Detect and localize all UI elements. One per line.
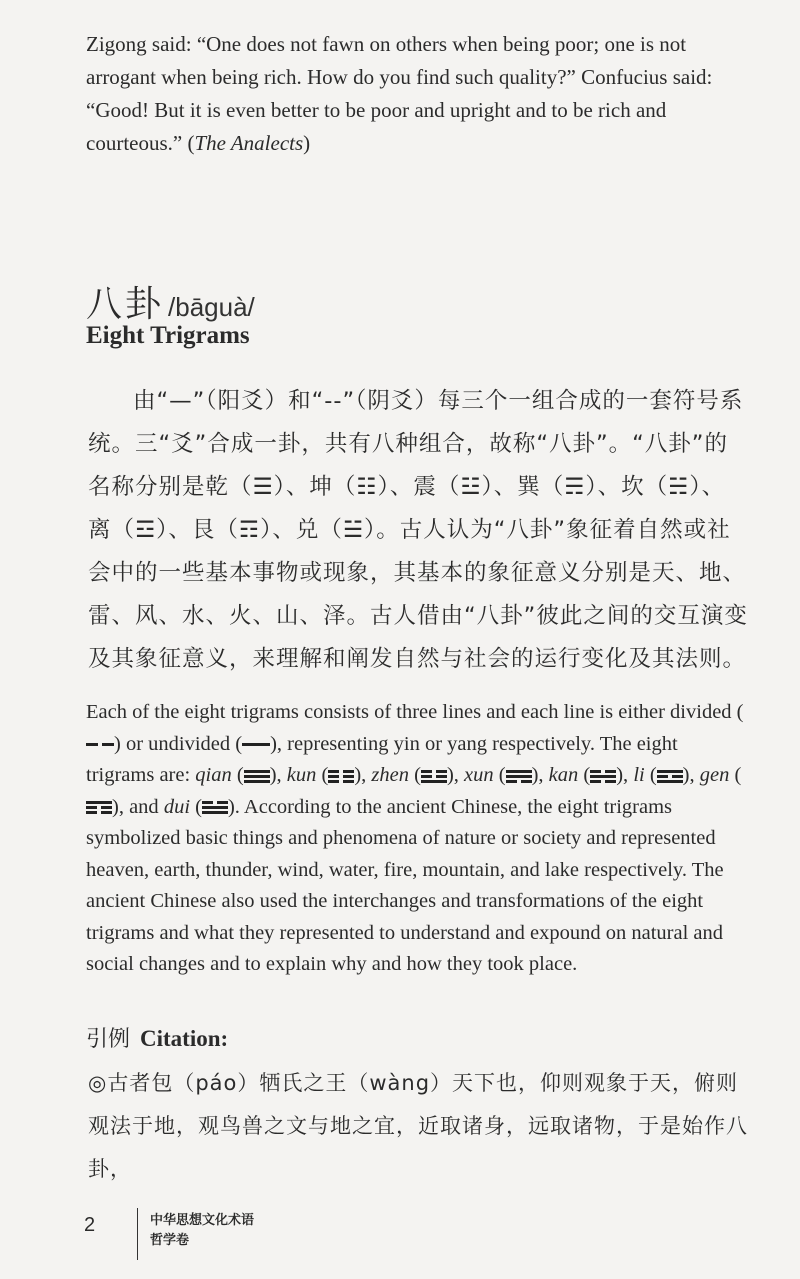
trigram-icon [590, 768, 616, 785]
term-pinyin: /bāguà/ [168, 292, 255, 322]
term-hanzi: 八卦 [86, 284, 165, 324]
en-def-text-3: ), representing yin or yang respectively. The eight trigrams are: [86, 732, 678, 786]
trigram-name: zhen [371, 764, 409, 786]
intro-quote-text: Zigong said: “One does not fawn on others when being poor; one is not arrogant when being rich. How do you find such quality?” Confucius said: “Good! But it is even better to be poor and upright and to be rich and courteous.” [86, 32, 713, 155]
footer-divider [137, 1208, 138, 1260]
trigram-icon [421, 768, 447, 785]
citation-label-en: Citation: [140, 1026, 229, 1051]
intro-source: The Analects [194, 131, 304, 155]
en-definition [86, 697, 748, 981]
trigram-icon [86, 799, 112, 816]
series-title-line2: 哲学卷 [150, 1233, 190, 1248]
citation-label-zh: 引例 [86, 1027, 131, 1052]
yin-line-icon [86, 741, 114, 748]
page-number: 2 [84, 1214, 96, 1236]
trigram-icon [244, 768, 270, 785]
intro-quote: Zigong said: “One does not fawn on others when being poor; one is not arrogant when being rich. How do you find such quality?” Confucius said: “Good! But it is even better to be poor and upright and to be rich and courteous.” (The Analects) [86, 32, 713, 155]
zh-definition: 由“—”（阳爻）和“--”（阴爻）每三个一组合成的一套符号系统。三“爻”合成一卦，共有八种组合，故称“八卦”。“八卦”的名称分别是乾（☰）、坤（☷）、震（☳）、巽（☴）、坎（☵）、离（☲）、艮（☶）、兑（☱）。古人认为“八卦”象征着自然或社会中的一些基本事物或现象，其基本的象征意义分别是天、地、雷、风、水、火、山、泽。古人借由“八卦”彼此之间的交互演变及其象征意义，来理解和阐发自然与社会的运行变化及其法则。 [88, 388, 748, 672]
trigram-icon [657, 768, 683, 785]
trigram-name: dui [163, 795, 191, 818]
trigram-list: qian ( ), kun ( ), zhen ( ), xun ( ), kan ( ), li ( ), gen ( ), and dui ( ). [86, 764, 741, 818]
trigram-name: kan [548, 764, 579, 786]
citation-heading [86, 1022, 228, 1053]
en-def-text-1: Each of the eight trigrams consists of three lines and each line is either divided ( [86, 701, 744, 723]
trigram-name: gen [699, 764, 730, 786]
yang-line-icon [242, 741, 270, 748]
citation-text: ◎古者包（páo）牺氏之王（wàng）天下也，仰则观象于天，俯则观法于地，观鸟兽之文与地之宜，近取诸身，远取诸物，于是始作八卦， [88, 1071, 748, 1181]
en-def-text-2: ) or undivided ( [114, 732, 243, 755]
trigram-name: xun [464, 764, 494, 786]
term-heading [86, 276, 255, 327]
trigram-icon [202, 799, 228, 816]
trigram-name: qian [195, 764, 232, 786]
series-title-line1: 中华思想文化术语 [150, 1213, 255, 1228]
trigram-icon [328, 768, 354, 785]
trigram-name: kun [286, 764, 317, 786]
en-def-text-4: According to the ancient Chinese, the eight trigrams symbolized basic things and phenomena of nature or society and represented heaven, earth, thunder, wind, water, fire, mountain, and lake respectively. The ancient Chinese also used the interchanges and transformations of the eight trigrams and what they represented to understand and expound on natural and social changes and to explain why and how they took place. [86, 795, 724, 975]
series-title [150, 1211, 254, 1251]
trigram-icon [506, 768, 532, 785]
term-english: Eight Trigrams [86, 322, 250, 349]
trigram-name: li [633, 764, 645, 786]
